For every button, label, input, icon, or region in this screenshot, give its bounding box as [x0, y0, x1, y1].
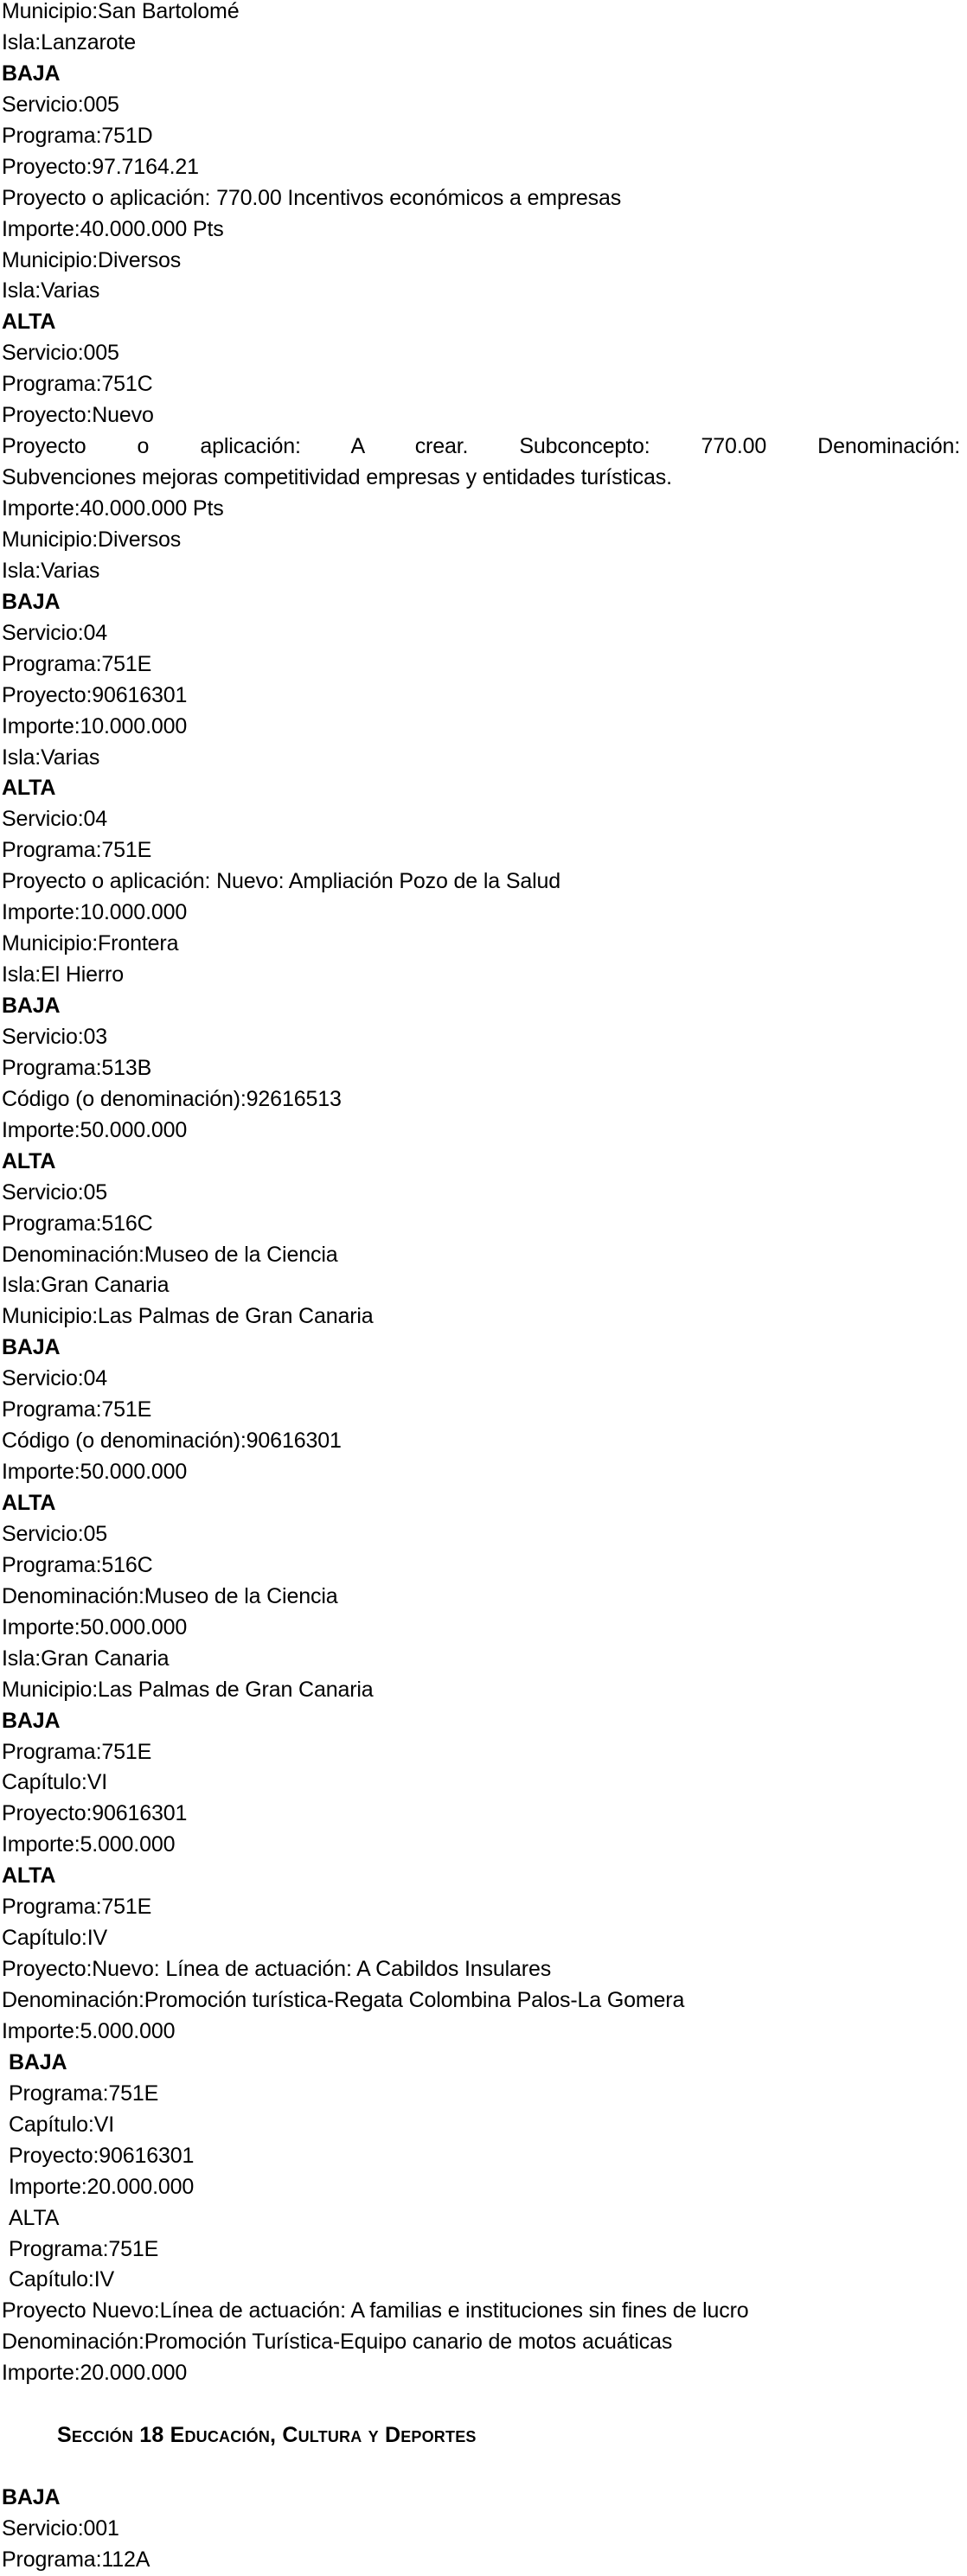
- text-line: Municipio:Diversos: [2, 527, 182, 552]
- text-line: Servicio:001: [2, 2515, 119, 2541]
- text-line: Importe:5.000.000: [2, 1832, 176, 1857]
- text-line: Importe:20.000.000: [2, 2361, 188, 2386]
- text-line: Proyecto:90616301: [2, 1801, 188, 1826]
- text-line: Municipio:San Bartolomé: [2, 0, 240, 23]
- entry-type-heading: BAJA: [2, 2485, 61, 2509]
- text-line: Denominación:Museo de la Ciencia: [2, 1242, 338, 1267]
- text-line: Código (o denominación):90616301: [2, 1429, 342, 1454]
- entry-type-heading: BAJA: [9, 2049, 67, 2074]
- text-line: Subvenciones mejoras competitividad empresas y entidades turísticas.: [2, 465, 672, 490]
- document-text-body: [2, 0, 964, 2576]
- text-line: Importe:5.000.000: [2, 2018, 176, 2043]
- text-line: Programa:751E: [9, 2081, 159, 2106]
- text-line: Importe:50.000.000: [2, 1460, 188, 1485]
- text-line: Programa:751D: [2, 123, 153, 148]
- text-line: Isla:Varias: [2, 558, 100, 583]
- text-line: Servicio:04: [2, 807, 108, 832]
- text-line: Programa:513B: [2, 1055, 152, 1080]
- text-line: Programa:751E: [9, 2236, 159, 2261]
- text-line: Proyecto:Nuevo: Línea de actuación: A Cabildos Insulares: [2, 1957, 552, 1982]
- text-line: Proyecto o aplicación: Nuevo: Ampliación Pozo de la Salud: [2, 869, 561, 894]
- text-line: Importe:10.000.000: [2, 713, 188, 738]
- text-line: Importe:20.000.000: [9, 2174, 195, 2199]
- entry-type-heading: BAJA: [2, 61, 61, 86]
- text-line: Programa:516C: [2, 1552, 153, 1577]
- text-line: Código (o denominación):92616513: [2, 1086, 342, 1111]
- text-line: Programa:751E: [2, 838, 152, 863]
- text-line: Programa:112A: [2, 2547, 150, 2572]
- text-line: Isla:Varias: [2, 278, 100, 304]
- text-line: Municipio:Diversos: [2, 247, 182, 272]
- text-line: Programa:516C: [2, 1211, 153, 1236]
- entry-type-heading: BAJA: [2, 589, 61, 614]
- text-line: Programa:751E: [2, 1895, 152, 1920]
- entry-type-heading: BAJA: [2, 994, 61, 1018]
- text-line: Programa:751C: [2, 372, 153, 397]
- blank-line: [2, 2451, 964, 2483]
- text-line: Servicio:005: [2, 341, 119, 366]
- text-line: Proyecto:90616301: [9, 2143, 195, 2168]
- entry-type-heading: ALTA: [2, 310, 56, 335]
- text-line: Importe:50.000.000: [2, 1117, 188, 1142]
- text-line: Isla:Gran Canaria: [2, 1646, 170, 1671]
- blank-line: [2, 2389, 964, 2420]
- text-line: Programa:751E: [2, 1739, 152, 1764]
- text-line: Programa:751E: [2, 1397, 152, 1422]
- text-line: Isla:El Hierro: [2, 962, 124, 988]
- entry-type-heading: ALTA: [2, 1863, 56, 1889]
- entry-type-heading: ALTA: [2, 776, 56, 801]
- text-line: Proyecto o aplicación: A crear. Subconcepto: 770.00 Denominación:: [2, 434, 960, 459]
- section-heading: Sección 18 Educación, Cultura y Deportes: [57, 2423, 477, 2448]
- entry-type-heading: ALTA: [2, 1148, 56, 1173]
- text-line: Importe:10.000.000: [2, 900, 188, 925]
- text-line: Isla:Gran Canaria: [2, 1273, 170, 1298]
- text-line: Municipio:Las Palmas de Gran Canaria: [2, 1304, 374, 1329]
- text-line: Servicio:05: [2, 1521, 108, 1546]
- text-line: Denominación:Promoción Turística-Equipo canario de motos acuáticas: [2, 2330, 673, 2355]
- text-line: Isla:Lanzarote: [2, 29, 136, 54]
- text-line: Proyecto:90616301: [2, 682, 188, 707]
- entry-type-heading: BAJA: [2, 1335, 61, 1360]
- text-line: Servicio:005: [2, 92, 119, 117]
- entry-type-heading: BAJA: [2, 1708, 61, 1733]
- text-line: Servicio:04: [2, 620, 108, 645]
- text-line: Capítulo:VI: [2, 1770, 108, 1795]
- text-line: Capítulo:IV: [2, 1926, 108, 1951]
- text-line: Importe:50.000.000: [2, 1614, 188, 1640]
- entry-type-heading: ALTA: [2, 1491, 56, 1515]
- text-line: Proyecto Nuevo:Línea de actuación: A familias e instituciones sin fines de lucro: [2, 2298, 749, 2324]
- text-line: Municipio:Frontera: [2, 931, 179, 956]
- text-line: Servicio:05: [2, 1179, 108, 1205]
- text-line: Proyecto o aplicación: 770.00 Incentivos económicos a empresas: [2, 185, 622, 210]
- text-line: Proyecto:97.7164.21: [2, 154, 199, 179]
- text-line: Servicio:03: [2, 1024, 108, 1049]
- text-line: Servicio:04: [2, 1366, 108, 1391]
- text-line: Municipio:Las Palmas de Gran Canaria: [2, 1677, 374, 1702]
- text-line: Programa:751E: [2, 651, 152, 676]
- text-line: Importe:40.000.000 Pts: [2, 216, 224, 241]
- text-line: Denominación:Museo de la Ciencia: [2, 1583, 338, 1608]
- text-line: Isla:Varias: [2, 745, 100, 770]
- text-line: Capítulo:VI: [9, 2112, 115, 2137]
- text-line: Proyecto:Nuevo: [2, 403, 154, 428]
- text-line: Denominación:Promoción turística-Regata Colombina Palos-La Gomera: [2, 1988, 685, 2012]
- entry-type-heading: ALTA: [9, 2205, 60, 2230]
- text-line: Importe:40.000.000 Pts: [2, 496, 224, 521]
- text-line: Capítulo:IV: [9, 2267, 115, 2292]
